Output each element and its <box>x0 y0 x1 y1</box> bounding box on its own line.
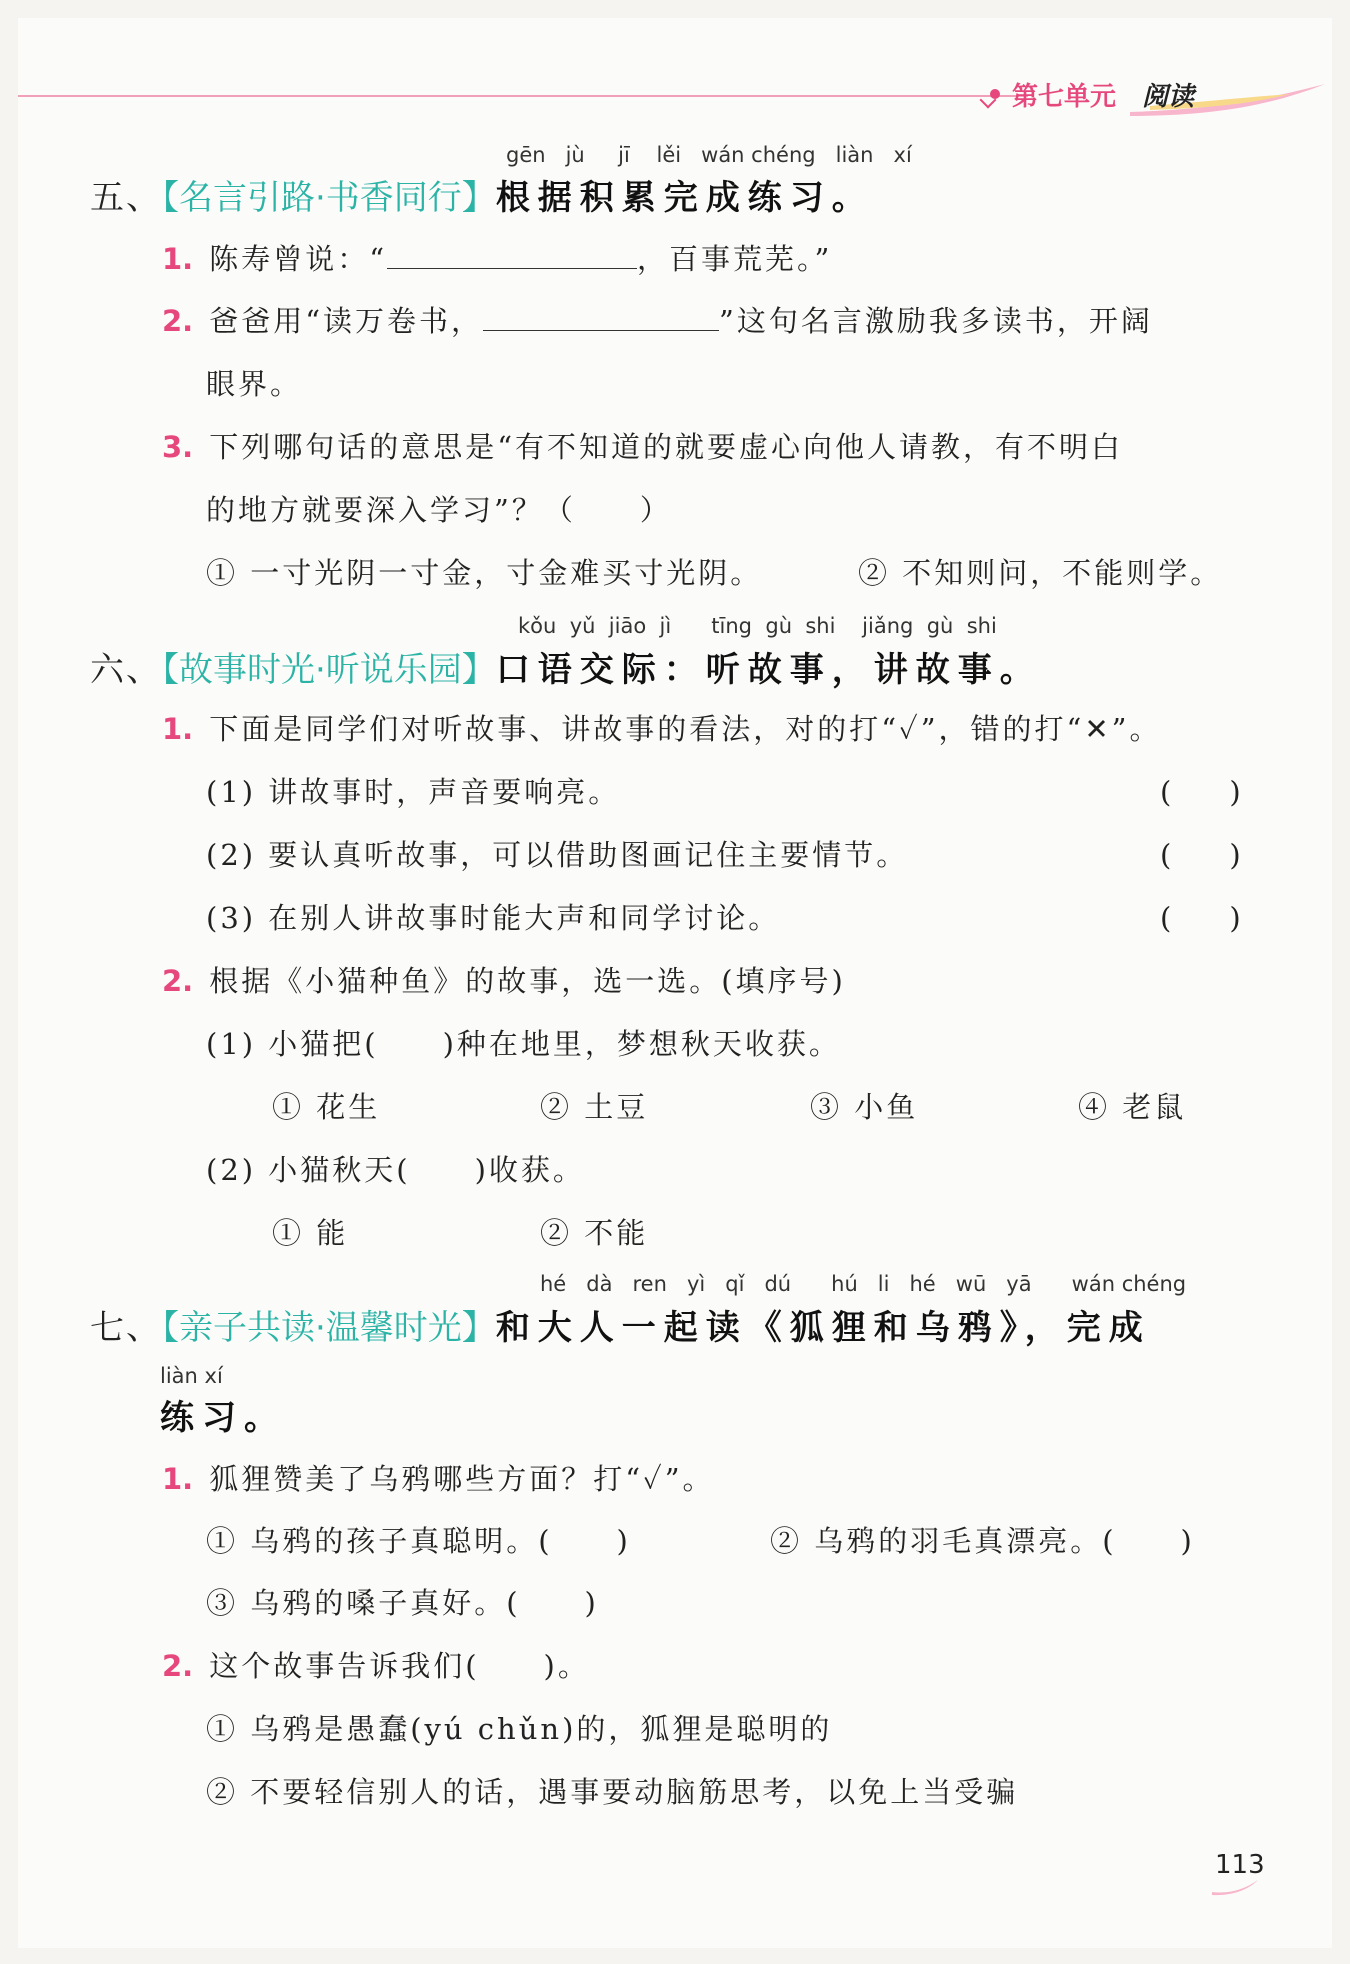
section-number: 五、 <box>90 178 162 218</box>
statement-6-1-3: (3) 在别人讲故事时能大声和同学讨论。 <box>206 901 781 935</box>
question-7-2: 2. 这个故事告诉我们( )。 <box>162 1649 590 1683</box>
option[interactable]: ③ 小鱼 <box>810 1090 919 1124</box>
pinyin-row: kǒu yǔ jiāo jì tīng gù shi jiǎng gù shi <box>518 614 997 638</box>
answer-paren[interactable]: ( ) <box>1160 901 1241 935</box>
question-5-3-cont[interactable]: 的地方就要深入学习”？（ ） <box>206 493 672 527</box>
section-7-heading <box>90 1300 1151 1349</box>
section-label: 阅读 <box>1142 82 1195 112</box>
section-6-heading <box>90 642 1042 691</box>
answer-paren[interactable]: ( ) <box>1160 838 1241 872</box>
option-7-2-1[interactable]: ① 乌鸦是愚蠢(yú chǔn)的，狐狸是聪明的 <box>206 1712 833 1746</box>
header-rule <box>18 95 1028 97</box>
section-5-heading <box>90 170 874 219</box>
option[interactable]: ① 能 <box>272 1216 349 1250</box>
question-5-1: 1. 陈寿曾说：“ ，百事荒芜。” <box>162 242 833 276</box>
question-6-2-2[interactable]: (2) 小猫秋天( )收获。 <box>206 1153 585 1187</box>
section-number: 七、 <box>90 1308 162 1348</box>
option-7-1-3[interactable]: ③ 乌鸦的嗓子真好。( ) <box>206 1586 599 1620</box>
statement-6-1-1: (1) 讲故事时，声音要响亮。 <box>206 775 621 809</box>
question-5-3: 3. 下列哪句话的意思是“有不知道的就要虚心向他人请教，有不明白 <box>162 430 1124 464</box>
section-title: 口语交际：听故事，讲故事。 <box>495 650 1042 690</box>
option[interactable]: ② 土豆 <box>540 1090 649 1124</box>
section-tag: 【故事时光·听说乐园】 <box>162 650 496 690</box>
answer-blank[interactable] <box>483 330 719 331</box>
option[interactable]: ① 花生 <box>272 1090 381 1124</box>
question-6-1: 1. 下面是同学们对听故事、讲故事的看法，对的打“✓”，错的打“✕”。 <box>162 712 1162 746</box>
question-5-2: 2. 爸爸用“读万卷书， ”这句名言激励我多读书，开阔 <box>162 304 1153 338</box>
option[interactable]: ② 不能 <box>540 1216 649 1250</box>
pinyin-row: liàn xí <box>160 1364 223 1388</box>
section-number: 六、 <box>90 650 162 690</box>
page-swoosh-decoration <box>1210 1878 1260 1896</box>
question-6-2-1[interactable]: (1) 小猫把( )种在地里，梦想秋天收获。 <box>206 1027 841 1061</box>
section-tag: 【名言引路·书香同行】 <box>162 178 496 218</box>
option-7-1-1[interactable]: ① 乌鸦的孩子真聪明。( ) <box>206 1524 631 1558</box>
question-7-1: 1. 狐狸赞美了乌鸦哪些方面？打“✓”。 <box>162 1462 715 1496</box>
section-title: 根据积累完成练习。 <box>495 178 874 218</box>
question-6-2: 2. 根据《小猫种鱼》的故事，选一选。(填序号) <box>162 964 846 998</box>
page-number: 113 <box>1215 1850 1265 1880</box>
option[interactable]: ④ 老鼠 <box>1078 1090 1187 1124</box>
dot-icon <box>990 89 1000 99</box>
option-7-2-2[interactable]: ② 不要轻信别人的话，遇事要动脑筋思考，以免上当受骗 <box>206 1775 1019 1809</box>
answer-blank[interactable] <box>387 268 637 269</box>
pinyin-row: gēn jù jī lěi wán chéng liàn xí <box>506 143 912 167</box>
unit-title: 第七单元 <box>1012 82 1117 112</box>
section-7-heading-cont: 练习。 <box>160 1398 286 1438</box>
section-tag: 【亲子共读·温馨时光】 <box>162 1308 496 1348</box>
answer-paren[interactable]: ( ) <box>1160 775 1241 809</box>
option-5-3-2[interactable]: ② 不知则问，不能则学。 <box>858 556 1223 590</box>
statement-6-1-2: (2) 要认真听故事，可以借助图画记住主要情节。 <box>206 838 909 872</box>
option-5-3-1[interactable]: ① 一寸光阴一寸金，寸金难买寸光阴。 <box>206 556 763 590</box>
pinyin-row: hé dà ren yì qǐ dú hú li hé wū yā wán chéng <box>540 1272 1187 1296</box>
option-7-1-2[interactable]: ② 乌鸦的羽毛真漂亮。( ) <box>770 1524 1195 1558</box>
question-5-2-cont: 眼界。 <box>206 367 303 401</box>
section-title: 和大人一起读《狐狸和乌鸦》，完成 <box>495 1308 1151 1348</box>
